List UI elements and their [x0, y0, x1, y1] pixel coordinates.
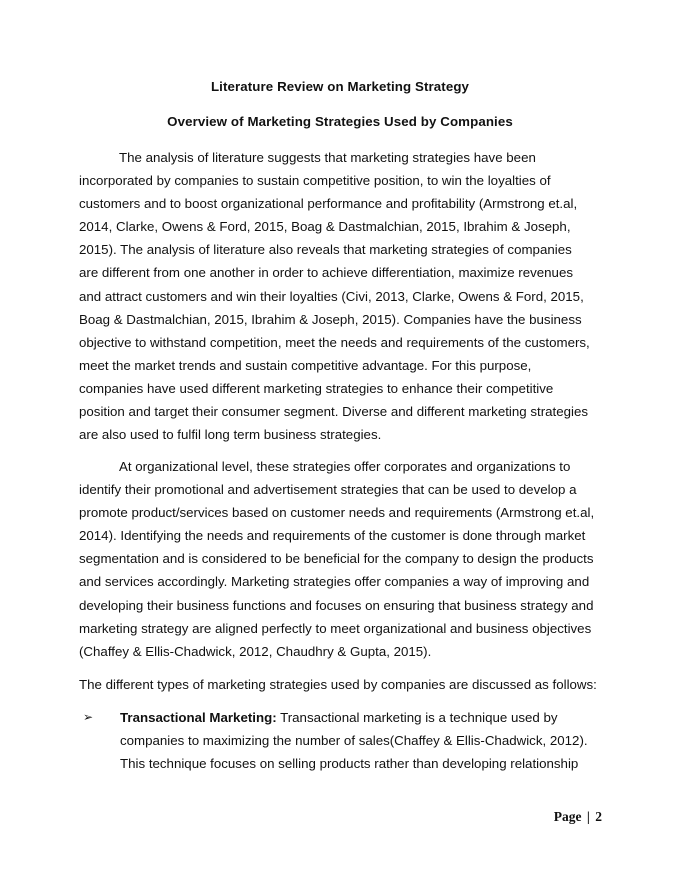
section-heading: Overview of Marketing Strategies Used by Companies — [167, 114, 513, 129]
paragraph-line: 2015). The analysis of literature also reveals that marketing strategies of companies — [79, 242, 572, 258]
paragraph-line: incorporated by companies to sustain competitive position, to win the loyalties of — [79, 173, 551, 189]
paragraph-line: are also used to fulfil long term business strategies. — [79, 427, 382, 443]
paragraph-line: companies have used different marketing strategies to enhance their competitive — [79, 380, 554, 396]
paragraph-line: At organizational level, these strategies offer corporates and organizations to — [119, 459, 571, 474]
paragraph-2 — [79, 455, 601, 663]
paragraph-line: are different from one another in order to achieve differentiation, maximize revenues — [79, 265, 573, 281]
bullet-text: Transactional marketing is a technique used by — [276, 710, 558, 725]
paragraph-1 — [79, 146, 601, 446]
paragraph-line: marketing strategy are aligned perfectly to meet organizational and business objectives — [79, 620, 592, 636]
paragraph-line: 2014, Clarke, Owens & Ford, 2015, Boag & Dastmalchian, 2015, Ibrahim & Joseph, — [79, 219, 571, 235]
document-title: Literature Review on Marketing Strategy — [210, 79, 470, 94]
paragraph-line: segmentation and is considered to be beneficial for the company to design the products — [79, 551, 594, 567]
page-footer — [554, 809, 602, 825]
paragraph-line: 2014). Identifying the needs and requirements of the customer is done through market — [79, 528, 586, 544]
paragraph-line: (Chaffey & Ellis-Chadwick, 2012, Chaudhry & Gupta, 2015). — [79, 643, 432, 659]
paragraph-line: The different types of marketing strategies used by companies are discussed as follows: — [79, 677, 597, 692]
page-number: 2 — [595, 809, 602, 824]
page-separator: | — [586, 809, 590, 824]
bullet-line — [120, 706, 610, 729]
bullet-body — [120, 706, 610, 775]
paragraph-line: meet the market trends and sustain competitive advantage. For this purpose, — [79, 357, 532, 373]
paragraph-line: The analysis of literature suggests that marketing strategies have been — [119, 150, 536, 165]
paragraph-line: Boag & Dastmalchian, 2015, Ibrahim & Joseph, 2015). Companies have the business — [79, 311, 582, 327]
paragraph-line: objective to withstand competition, meet the needs and requirements of the customers, — [79, 334, 590, 350]
bullet-term: Transactional Marketing: — [120, 710, 277, 725]
bullet-line: This technique focuses on selling products rather than developing relationship — [120, 756, 579, 772]
paragraph-line: identify their promotional and advertisement strategies that can be used to develop a — [79, 482, 577, 498]
arrow-bullet-icon: ➢ — [83, 710, 94, 724]
paragraph-line: position and target their consumer segment. Diverse and different marketing strategies — [79, 404, 588, 420]
bullet-line: companies to maximizing the number of sales(Chaffey & Ellis-Chadwick, 2012). — [120, 733, 588, 749]
page-label: Page — [553, 809, 582, 824]
paragraph-line: and attract customers and win their loyalties (Civi, 2013, Clarke, Owens & Ford, 2015, — [79, 288, 584, 304]
paragraph-line: developing their business functions and focuses on ensuring that business strategy and — [79, 597, 594, 613]
paragraph-3 — [79, 673, 601, 696]
paragraph-line: customers and to boost organizational performance and profitability (Armstrong et.al, — [79, 196, 578, 212]
paragraph-line: promote product/services based on customer needs and requirements (Armstrong et.al, — [79, 505, 595, 521]
paragraph-line: and services accordingly. Marketing strategies offer companies a way of improving and — [79, 574, 590, 590]
